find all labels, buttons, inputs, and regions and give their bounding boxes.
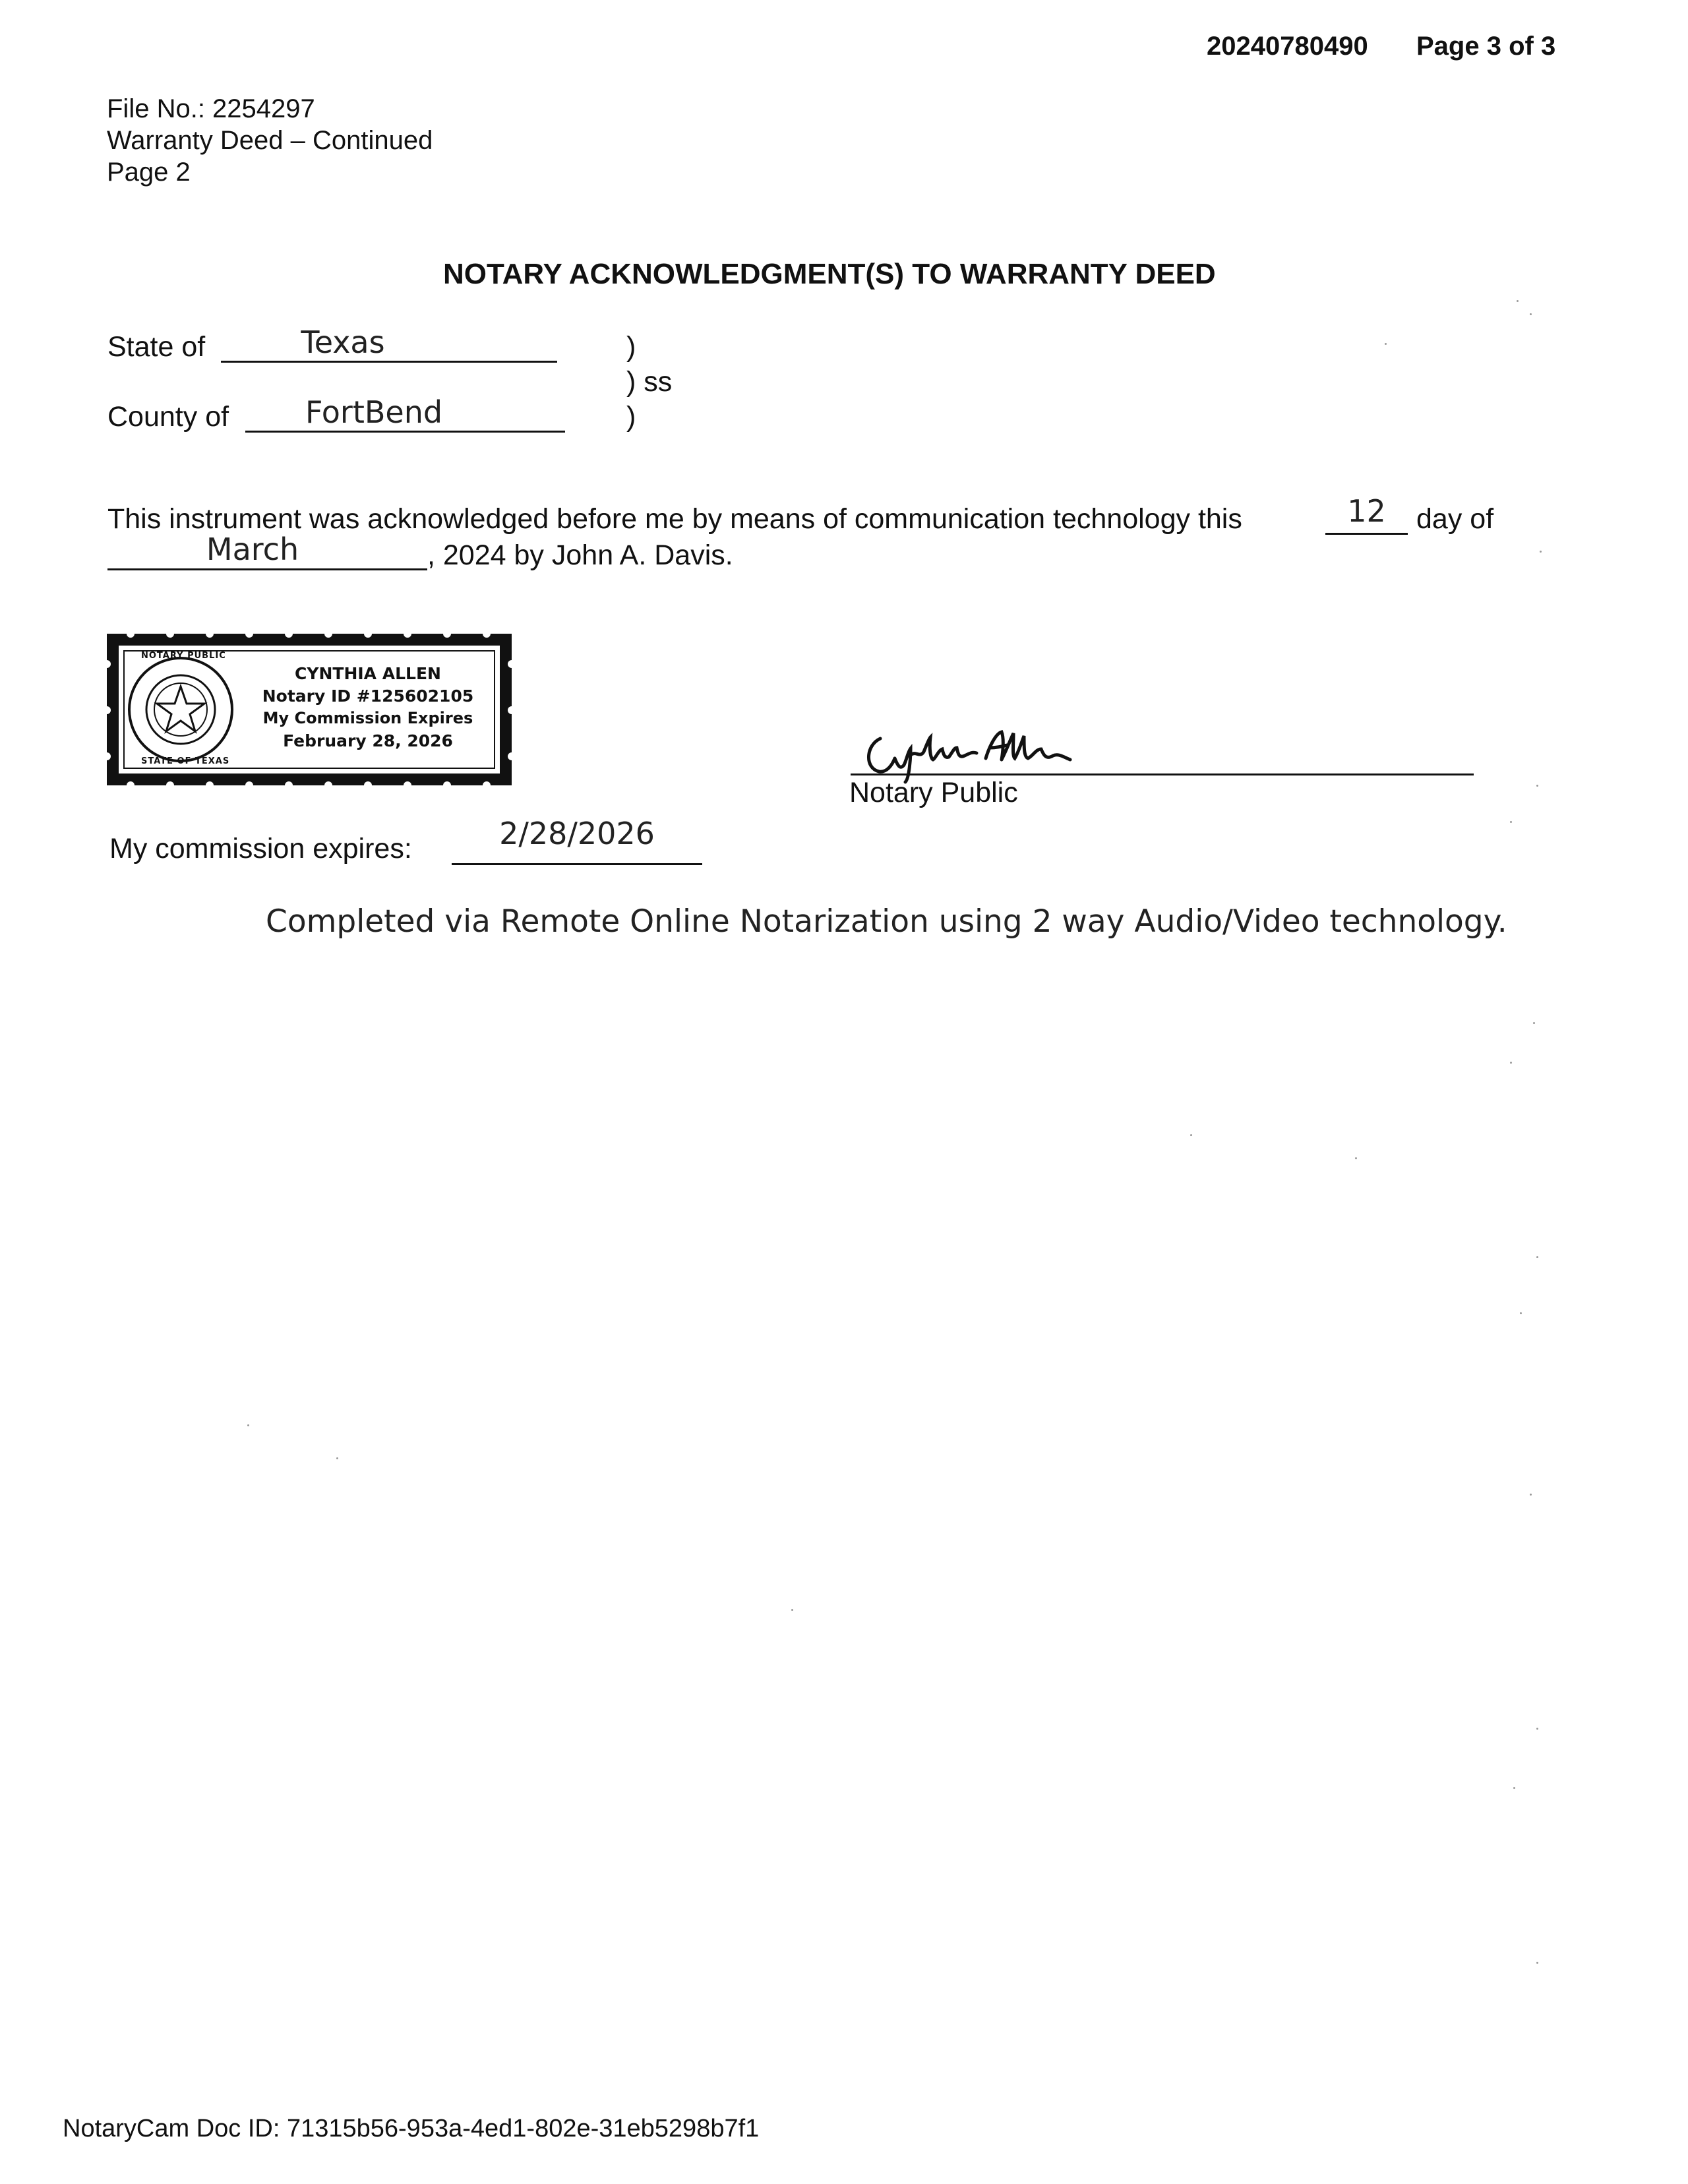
acknowledgment-text: This instrument was acknowledged before me by means of communication technology this [107,503,1242,535]
remote-notarization-note: Completed via Remote Online Notarization using 2 way Audio/Video technology. [266,903,1507,940]
commission-label: My commission expires: [109,833,412,864]
month-value: March [206,531,299,567]
scan-speck [1530,1494,1532,1496]
seal-bottom-text: STATE OF TEXAS [141,756,230,766]
state-value: Texas [301,324,385,360]
county-underline [245,431,565,433]
scan-speck [791,1609,793,1611]
stamp-notary-id: Notary ID #125602105 [262,686,474,706]
scan-speck [1536,1962,1538,1964]
scan-speck [1385,343,1387,345]
month-underline [107,568,427,570]
scan-speck [1536,1256,1538,1258]
stamp-commission-label: My Commission Expires [262,709,473,727]
day-underline [1325,533,1408,535]
signature-line [851,774,1474,775]
scan-speck [247,1424,249,1426]
scan-speck [1510,1062,1512,1064]
scan-speck [1510,821,1512,823]
day-value: 12 [1347,493,1386,529]
day-of-text: day of [1416,503,1494,535]
page-title: NOTARY ACKNOWLEDGMENT(S) TO WARRANTY DEED [443,258,1216,290]
page-label: Page 2 [107,158,191,187]
commission-underline [452,863,702,865]
scan-speck [1533,1022,1535,1024]
county-value: FortBend [305,394,443,430]
ss-marker: ) ss [626,366,673,398]
seal-top-text: NOTARY PUBLIC [141,651,226,661]
scan-speck [1190,1134,1192,1136]
stamp-commission-date: February 28, 2026 [283,731,453,750]
scan-speck [1513,1787,1515,1789]
footer-doc-id: NotaryCam Doc ID: 71315b56-953a-4ed1-802e-31eb5298b7f1 [63,2115,760,2142]
scan-speck [336,1457,338,1459]
scan-speck [1520,1312,1522,1314]
notary-public-label: Notary Public [849,777,1018,808]
scan-speck [1517,300,1519,302]
paren-bottom: ) [626,401,636,433]
paren-top: ) [626,331,636,363]
recording-number: 20240780490 [1207,32,1368,61]
acknowledgment-signer-text: , 2024 by John A. Davis. [427,539,733,571]
commission-value: 2/28/2026 [499,816,655,851]
state-underline [221,361,557,363]
stamp-notary-name: CYNTHIA ALLEN [295,664,441,683]
document-title-continued: Warranty Deed – Continued [107,126,433,155]
state-label: State of [107,331,206,363]
scan-speck [1540,551,1542,553]
notary-stamp [104,631,514,788]
file-number: File No.: 2254297 [107,94,315,123]
scan-speck [1536,785,1538,787]
scan-speck [1355,1157,1357,1159]
scan-speck [1530,313,1532,315]
scan-speck [1536,1728,1538,1730]
page-indicator: Page 3 of 3 [1416,32,1556,61]
county-label: County of [107,401,229,433]
